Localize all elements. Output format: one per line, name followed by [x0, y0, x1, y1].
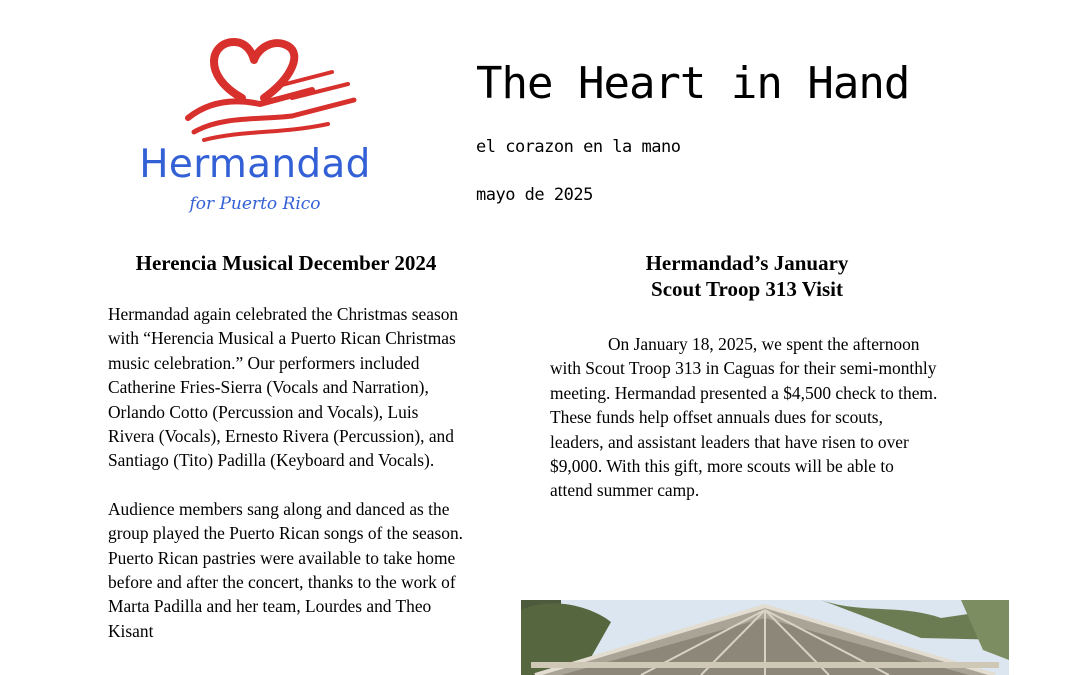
article-heading-line: Scout Troop 313 Visit [651, 277, 843, 301]
article-paragraph: Audience members sang along and danced as the group played the Puerto Rican songs of the season. Puerto Rican pastries were available to take home before and after the concert, thanks to the work of Marta Padilla and her team, Lourdes and Theo Kisant [108, 498, 463, 641]
heart-in-hand-icon [182, 36, 362, 142]
pavilion-roof-illustration [521, 600, 1009, 675]
newsletter-title: The Heart in Hand [476, 58, 910, 109]
newsletter-subtitle: el corazon en la mano [476, 137, 681, 157]
article-paragraph: Hermandad again celebrated the Christmas season with “Herencia Musical a Puerto Rican Christmas music celebration.” Our performers included Catherine Fries-Sierra (Vocals and Narration), Orlando Cotto (Percussion and Vocals), Luis Rivera (Vocals), Ernesto Rivera (Percussion), and Santiago (Tito) Padilla (Keyboard and Vocals). [108, 304, 459, 471]
article-heading-line: Hermandad’s January [645, 251, 849, 275]
article-heading [550, 250, 944, 302]
article-paragraph: On January 18, 2025, we spent the afternoon with Scout Troop 313 in Caguas for their semi-monthly meeting. Hermandad presented a $4,500 check to them. These funds help offset annuals dues for scouts, leaders, and assistant leaders that have risen to over $9,000. With this gift, more scouts will be able to attend summer camp. [550, 334, 938, 501]
article-heading: Herencia Musical December 2024 [135, 251, 437, 275]
hermandad-logo [128, 36, 388, 222]
logo-tagline: for Puerto Rico [189, 194, 321, 214]
article-scout-troop-visit [550, 250, 940, 503]
article-herencia-musical [108, 250, 468, 643]
scout-pavilion-photo [521, 600, 1009, 675]
logo-name: Hermandad [139, 142, 371, 187]
issue-date: mayo de 2025 [476, 185, 593, 205]
